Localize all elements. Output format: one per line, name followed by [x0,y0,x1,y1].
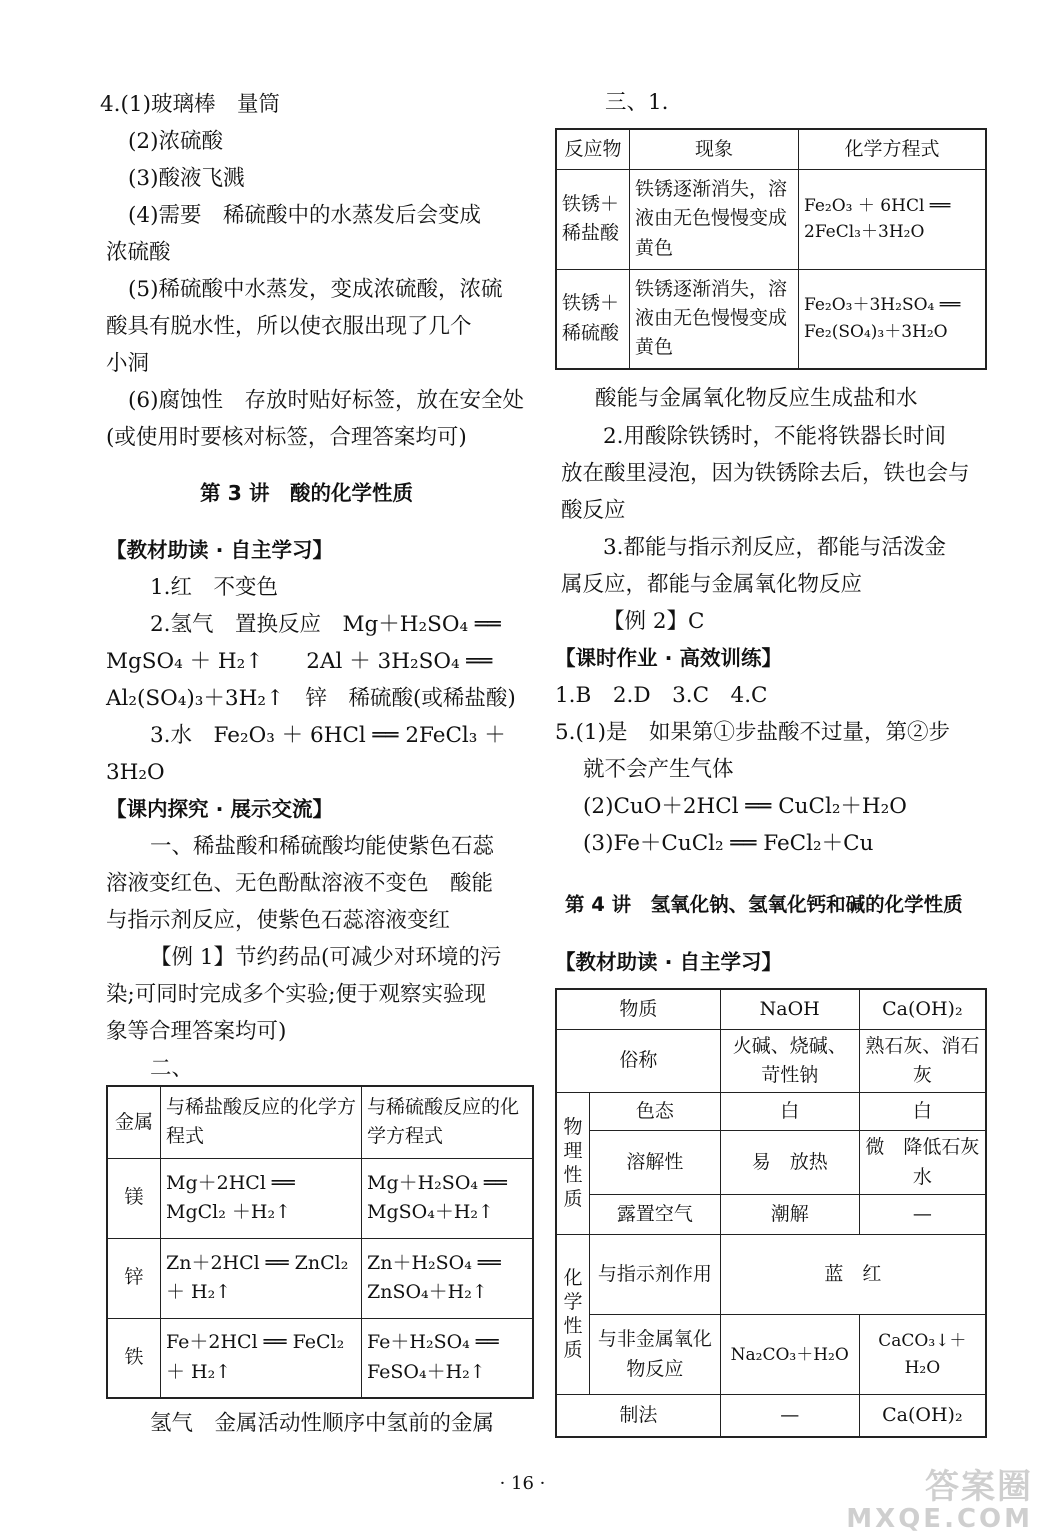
answer-line: 象等合理答案均可) [106,1019,287,1044]
answer-line: MgSO₄ ＋ H₂↑ 2Al ＋ 3H₂SO₄ ══ [106,649,493,674]
answer-line: 【例 1】节约药品(可减少对环境的污 [150,945,502,970]
answer-line: 2.用酸除铁锈时，不能将铁器长时间 [603,424,947,449]
answer-line: 【例 2】C [603,609,705,634]
section-title: 【教材助读 · 自主学习】 [106,538,334,562]
table-cell: 溶解性 [590,1131,721,1195]
answer-line: 一、稀盐酸和稀硫酸均能使紫色石蕊 [150,834,495,859]
table-cell: 火碱、烧碱、苛性钠 [720,1029,859,1093]
table-header: 现象 [630,129,799,169]
table-header: 物质 [556,989,720,1029]
table-cell: Fe＋2HCl ══ FeCl₂＋ H₂↑ [161,1318,362,1398]
table-cell: 与非金属氧化物反应 [590,1315,721,1395]
table-header: 反应物 [556,129,630,169]
table-cell: 与指示剂作用 [590,1235,721,1315]
table-cell: 白 [720,1093,859,1131]
answer-line: 属反应，都能与金属氧化物反应 [561,572,863,597]
section-title: 【教材助读 · 自主学习】 [555,950,783,974]
answer-line: (6)腐蚀性 存放时贴好标签，放在安全处 [128,388,524,413]
answer-line: 放在酸里浸泡，因为铁锈除去后，铁也会与 [561,461,970,486]
answer-line: (3)Fe＋CuCl₂ ══ FeCl₂＋Cu [583,831,874,856]
answer-line: 三、1. [605,90,669,115]
answer-line: 酸具有脱水性，所以使衣服出现了几个 [106,314,472,339]
answer-line: 溶液变红色、无色酚酞溶液不变色 酸能 [106,871,494,896]
answer-line: 酸能与金属氧化物反应生成盐和水 [595,386,918,411]
table-header: NaOH [720,989,859,1029]
table-cell: 色态 [590,1093,721,1131]
answer-line: 氢气 金属活动性顺序中氢前的金属 [150,1411,495,1436]
table-cell: 化学性质 [556,1235,590,1395]
answer-line: 3.水 Fe₂O₃ ＋ 6HCl ══ 2FeCl₃ ＋ [150,723,506,748]
answer-line: 小洞 [106,351,150,376]
table-cell: 露置空气 [590,1195,721,1235]
table-cell: 制法 [556,1395,720,1437]
table-cell: Na₂CO₃＋H₂O [720,1315,859,1395]
table-cell: 镁 [107,1158,161,1238]
table-header: Ca(OH)₂ [859,989,986,1029]
answer-line: 3.都能与指示剂反应，都能与活泼金 [603,535,947,560]
table-cell: Ca(OH)₂ [859,1395,986,1437]
table-cell: 易 放热 [720,1131,859,1195]
base-properties-table [555,988,987,1438]
table-cell: Mg＋H₂SO₄ ══ MgSO₄＋H₂↑ [362,1158,534,1238]
answer-line: 染;可同时完成多个实验;便于观察实验现 [106,982,486,1007]
table-cell: 铁锈逐渐消失，溶液由无色慢慢变成黄色 [630,169,799,269]
section-title: 【课时作业 · 高效训练】 [555,646,783,670]
table-header: 与稀盐酸反应的化学方程式 [161,1086,362,1158]
table-header: 与稀硫酸反应的化学方程式 [362,1086,534,1158]
table-cell: 锌 [107,1238,161,1318]
page-number: · 16 · [499,1473,546,1494]
answer-line: 1.B 2.D 3.C 4.C [555,683,768,708]
table-cell: 俗称 [556,1029,720,1093]
table-cell: Zn＋2HCl ══ ZnCl₂＋ H₂↑ [161,1238,362,1318]
watermark-text: 答案圈 [925,1467,1033,1507]
answer-line: (2)CuO＋2HCl ══ CuCl₂＋H₂O [583,794,907,819]
table-cell: CaCO₃↓＋H₂O [859,1315,986,1395]
table-cell: Fe₂O₃＋3H₂SO₄ ══ Fe₂(SO₄)₃＋3H₂O [799,269,987,369]
lecture-title: 第 4 讲 氢氧化钠、氢氧化钙和碱的化学性质 [565,893,963,916]
table-cell: 熟石灰、消石灰 [859,1029,986,1093]
answer-line: 就不会产生气体 [583,757,734,782]
table-cell: 铁锈＋稀盐酸 [556,169,630,269]
table-cell: 潮解 [720,1195,859,1235]
answer-line: 3H₂O [106,760,165,785]
table-cell: Zn＋H₂SO₄ ══ ZnSO₄＋H₂↑ [362,1238,534,1318]
answer-line: (4)需要 稀硫酸中的水蒸发后会变成 [128,203,481,228]
table-cell: 铁锈逐渐消失，溶液由无色慢慢变成黄色 [630,269,799,369]
lecture-title: 第 3 讲 酸的化学性质 [200,481,414,505]
answer-line: (3)酸液飞溅 [128,166,245,191]
answer-line: (2)浓硫酸 [128,129,223,154]
answer-line: 与指示剂反应，使紫色石蕊溶液变红 [106,908,451,933]
table-cell: — [859,1195,986,1235]
answer-line: 5.(1)是 如果第①步盐酸不过量，第②步 [555,720,950,745]
table-cell: 白 [859,1093,986,1131]
table-cell: 蓝 红 [720,1235,986,1315]
answer-line: Al₂(SO₄)₃＋3H₂↑ 锌 稀硫酸(或稀盐酸) [106,686,516,711]
table-cell: 铁 [107,1318,161,1398]
table-cell: Fe₂O₃ ＋ 6HCl ══ 2FeCl₃＋3H₂O [799,169,987,269]
table-cell: 微 降低石灰水 [859,1131,986,1195]
metal-acid-table [106,1085,534,1399]
answer-line: 1.红 不变色 [150,575,279,600]
table-header: 金属 [107,1086,161,1158]
answer-line: (或使用时要核对标签，合理答案均可) [106,425,467,450]
watermark-url: MXQE.COM [846,1503,1033,1534]
watermark-logo [846,1467,1033,1534]
table-cell: 铁锈＋稀硫酸 [556,269,630,369]
table-cell: Mg＋2HCl ══ MgCl₂ ＋H₂↑ [161,1158,362,1238]
section-title: 【课内探究 · 展示交流】 [106,797,334,821]
answer-line: 浓硫酸 [106,240,171,265]
answer-line: 4.(1)玻璃棒 量筒 [100,92,280,117]
answer-line: (5)稀硫酸中水蒸发，变成浓硫酸，浓硫 [128,277,503,302]
rust-acid-table [555,128,987,370]
answer-line: 酸反应 [561,498,626,523]
table-header: 化学方程式 [799,129,987,169]
table-cell: — [720,1395,859,1437]
table-cell: 物理性质 [556,1093,590,1235]
answer-line: 2.氢气 置换反应 Mg＋H₂SO₄ ══ [150,612,501,637]
table-cell: Fe＋H₂SO₄ ══ FeSO₄＋H₂↑ [362,1318,534,1398]
answer-line: 二、 [150,1056,194,1081]
